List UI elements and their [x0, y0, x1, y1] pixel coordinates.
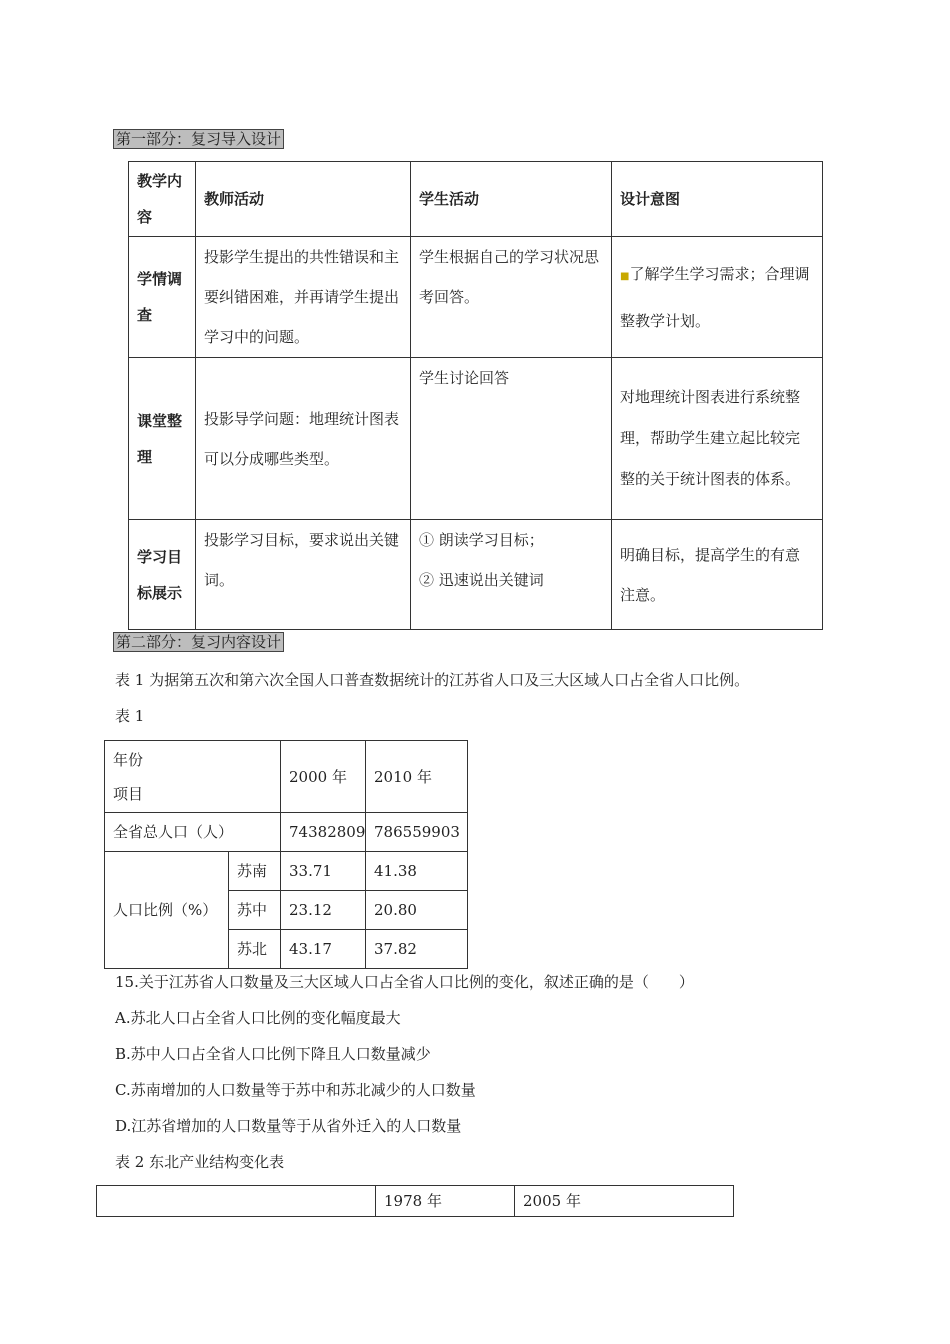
table3-header-row	[97, 1186, 734, 1217]
row-content: 学情调查	[129, 237, 196, 358]
table-row	[105, 852, 468, 891]
region-name: 苏北	[229, 930, 281, 969]
part1-title: 第一部分：复习导入设计	[113, 129, 284, 149]
header-year-item: 年份 项目	[105, 741, 281, 813]
header-content: 教学内容	[129, 162, 196, 237]
table-label-1: 表 1	[115, 707, 145, 725]
region-2010: 20.80	[366, 891, 468, 930]
population-table	[104, 740, 468, 969]
total-2000: 74382809	[281, 813, 366, 852]
option-b: B.苏中人口占全省人口比例下降且人口数量减少	[115, 1045, 431, 1063]
row-intent: ■了解学生学习需求；合理调整教学计划。	[612, 237, 823, 358]
header-intent: 设计意图	[612, 162, 823, 237]
teaching-design-table	[128, 161, 823, 630]
total-2010: 786559903	[366, 813, 468, 852]
table1-header-row	[129, 162, 823, 237]
row-intent: 对地理统计图表进行系统整理，帮助学生建立起比较完整的关于统计图表的体系。	[612, 358, 823, 520]
row-student: 学生根据自己的学习状况思考回答。	[411, 237, 612, 358]
table-row	[129, 358, 823, 520]
industry-structure-table	[96, 1185, 734, 1217]
table2-header-row	[105, 741, 468, 813]
option-a: A.苏北人口占全省人口比例的变化幅度最大	[115, 1009, 401, 1027]
row-teacher: 投影学习目标，要求说出关键词。	[196, 520, 411, 630]
option-c: C.苏南增加的人口数量等于苏中和苏北减少的人口数量	[115, 1081, 476, 1099]
region-2000: 43.17	[281, 930, 366, 969]
year-2000: 2000 年	[281, 741, 366, 813]
part2-title: 第二部分：复习内容设计	[113, 632, 284, 652]
row-teacher: 投影导学问题：地理统计图表可以分成哪些类型。	[196, 358, 411, 520]
table-row	[129, 237, 823, 358]
ratio-label: 人口比例（%）	[105, 852, 229, 969]
region-name: 苏南	[229, 852, 281, 891]
total-label: 全省总人口（人）	[105, 813, 281, 852]
row-content: 课堂整理	[129, 358, 196, 520]
table-label-2: 表 2 东北产业结构变化表	[115, 1153, 285, 1171]
table-row	[105, 813, 468, 852]
header-student: 学生活动	[411, 162, 612, 237]
region-2000: 23.12	[281, 891, 366, 930]
year-2005: 2005 年	[515, 1186, 734, 1217]
question-text: 15.关于江苏省人口数量及三大区域人口占全省人口比例的变化，叙述正确的是（ ）	[115, 973, 694, 991]
row-intent: 明确目标，提高学生的有意注意。	[612, 520, 823, 630]
row-teacher: 投影学生提出的共性错误和主要纠错困难，并再请学生提出学习中的问题。	[196, 237, 411, 358]
region-2010: 37.82	[366, 930, 468, 969]
table-row	[129, 520, 823, 630]
header-teacher: 教师活动	[196, 162, 411, 237]
region-2010: 41.38	[366, 852, 468, 891]
option-d: D.江苏省增加的人口数量等于从省外迁入的人口数量	[115, 1117, 462, 1135]
region-name: 苏中	[229, 891, 281, 930]
year-1978: 1978 年	[376, 1186, 515, 1217]
region-2000: 33.71	[281, 852, 366, 891]
blank-cell	[97, 1186, 376, 1217]
row-content: 学习目标展示	[129, 520, 196, 630]
row-student: ① 朗读学习目标； ② 迅速说出关键词	[411, 520, 612, 630]
intro-text: 表 1 为据第五次和第六次全国人口普查数据统计的江苏省人口及三大区域人口占全省人口比例。	[115, 671, 750, 689]
year-2010: 2010 年	[366, 741, 468, 813]
marker-icon: ■	[620, 270, 630, 282]
row-student: 学生讨论回答	[411, 358, 612, 520]
